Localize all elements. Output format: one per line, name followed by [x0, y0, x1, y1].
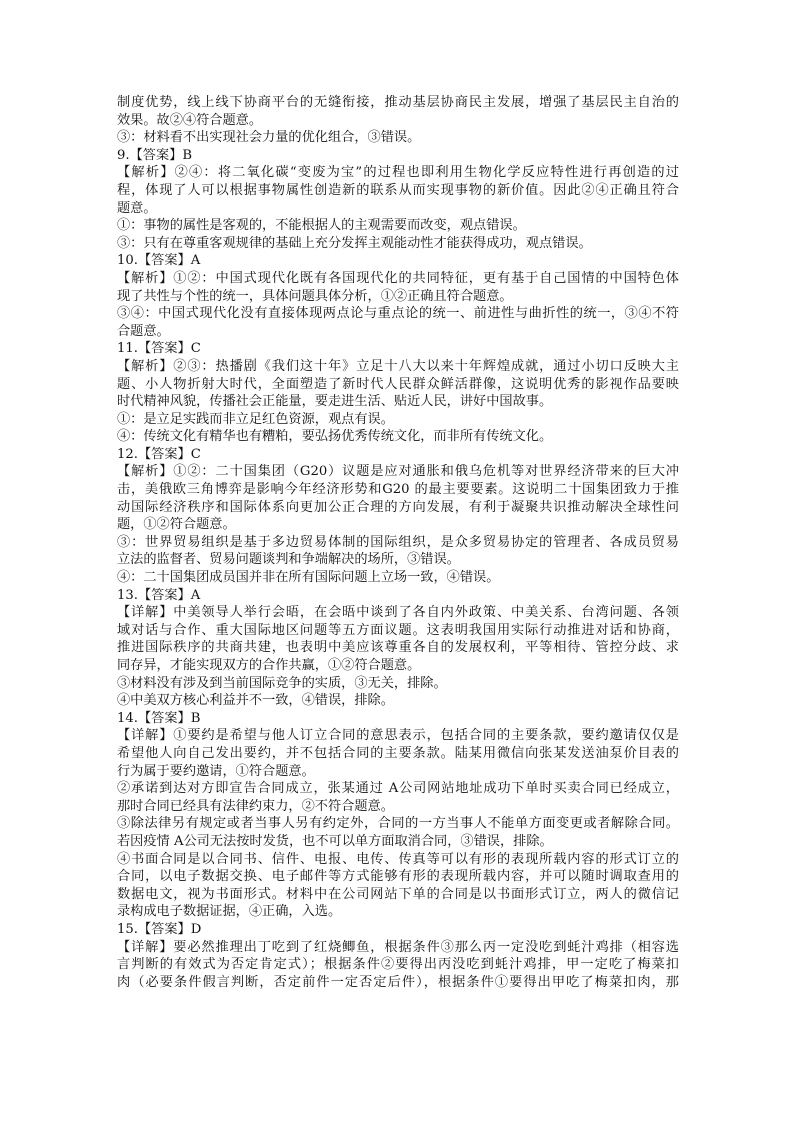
text-line: 时代精神风貌，传播社会正能量，要走进生活、贴近人民，讲好中国故事。 [117, 394, 553, 410]
text-line: 合题意。 [117, 323, 170, 339]
text-line: 立法的监督者、贸易问题谈判和争端解决的场所，③错误。 [117, 552, 460, 568]
text-line: 【详解】要必然推理出丁吃到了红烧鲫鱼，根据条件③那么丙一定没吃到蚝汁鸡排（相容选 [117, 939, 679, 955]
text-line: 13.【答案】A [117, 587, 201, 603]
text-line: 合同，以电子数据交换、电子邮件等方式能够有形的表现所载内容，并可以随时调取查用的 [117, 869, 679, 885]
text-line: 同存异，才能实现双方的合作共赢，①②符合题意。 [117, 658, 421, 673]
text-line: ③：只有在尊重客观规律的基础上充分发挥主观能动性才能获得成功，观点错误。 [117, 235, 592, 251]
text-line: ④中美双方核心利益并不一致，④错误，排除。 [117, 693, 394, 709]
text-line: 制度优势，线上线下协商平台的无缝衔接，推动基层协商民主发展，增强了基层民主自治的 [117, 95, 679, 110]
text-line: 肉（必要条件假言判断，否定前件一定否定后件），根据条件①要得出甲吃了梅菜扣肉，那 [117, 974, 679, 990]
text-line: 数据电文，视为书面形式。材料中在公司网站下单的合同是以书面形式订立，两人的微信记 [117, 886, 679, 902]
text-line: ④：传统文化有精华也有糟粕，要弘扬优秀传统文化，而非所有传统文化。 [117, 429, 553, 445]
text-line: 9.【答案】B [117, 147, 193, 163]
text-line: ④书面合同是以合同书、信件、电报、电传、传真等可以有形的表现所载内容的形式订立的 [117, 851, 679, 867]
text-line: ③除法律另有规定或者当事人另有约定外，合同的一方当事人不能单方面变更或者解除合同。 [117, 816, 679, 832]
text-line: 题、小人物折射大时代，全面塑造了新时代人民群众鲜活群像，这说明优秀的影视作品要映 [117, 376, 679, 392]
text-line: 15.【答案】D [117, 921, 202, 937]
text-line: 【详解】①要约是希望与他人订立合同的意思表示，包括合同的主要条款，要约邀请仅仅是 [117, 728, 679, 744]
text-line: 【解析】①②：二十国集团（G20）议题是应对通胀和俄乌危机等对世界经济带来的巨大冲 [117, 464, 679, 480]
text-line: 14.【答案】B [117, 710, 201, 726]
text-line: 若因疫情 A公司无法按时发货，也不可以单方面取消合同，③错误，排除。 [117, 833, 553, 849]
text-line: ③：材料看不出实现社会力量的优化组合，③错误。 [117, 130, 421, 146]
text-line: 击，美俄欧三角博弈是影响今年经济形势和G20 的最主要要素。这说明二十国集团致力于推 [117, 482, 679, 498]
text-line: ③④：中国式现代化没有直接体现两点论与重点论的统一、前进性与曲折性的统一，③④不符 [117, 306, 679, 322]
text-line: 行为属于要约邀请，①符合题意。 [117, 763, 315, 779]
text-line: 推进国际秩序的共商共建，也表明中美应该尊重各自的发展权利，平等相待、管控分歧、求 [117, 640, 679, 656]
text-line: 言判断的有效式为否定肯定式）；根据条件②要得出丙没吃到蚝汁鸡排，甲一定吃了梅菜扣 [117, 957, 679, 973]
text-line: ①：是立足实践而非立足红色资源，观点有误。 [117, 411, 394, 427]
text-line: ①：事物的属性是客观的，不能根据人的主观需要而改变，观点错误。 [117, 218, 526, 234]
text-line: 动国际经济秩序和国际体系向更加公正合理的方向发展，有利于凝聚共识推动解决全球性问 [117, 499, 679, 515]
text-line: 10.【答案】A [117, 253, 201, 269]
text-line: 【解析】②④：将二氧化碳“变废为宝”的过程也即利用生物化学反应特性进行再创造的过 [117, 165, 679, 181]
text-line: 那时合同已经具有法律约束力，②不符合题意。 [117, 798, 394, 814]
text-line: 希望他人向自己发出要约，并不包括合同的主要条款。陆某用微信向张某发送油泵价目表的 [117, 745, 679, 761]
text-line: 效果。故②④符合题意。 [117, 112, 263, 128]
text-line: ③：世界贸易组织是基于多边贸易体制的国际组织，是众多贸易协定的管理者、各成员贸易 [117, 534, 679, 550]
text-line: 11.【答案】C [117, 341, 201, 357]
text-line: 【详解】中美领导人举行会晤，在会晤中谈到了各自内外政策、中美关系、台湾问题、各领 [117, 605, 679, 621]
text-line: 【解析】②③：热播剧《我们这十年》立足十八大以来十年辉煌成就，通过小切口反映大主 [117, 358, 679, 374]
text-line: ④：二十国集团成员国并非在所有国际问题上立场一致，④错误。 [117, 570, 500, 586]
text-line: 程，体现了人可以根据事物属性创造新的联系从而实现事物的新价值。因此②④正确且符合 [117, 182, 679, 198]
text-line: 现了共性与个性的统一，具体问题具体分析，①②正确且符合题意。 [117, 288, 513, 304]
text-line: 题，①②符合题意。 [117, 517, 236, 533]
text-line: ②承诺到达对方即宣告合同成立，张某通过 A公司网站地址成功下单时买卖合同已经成立， [117, 781, 679, 797]
document-body [117, 94, 679, 991]
text-line: ③材料没有涉及到当前国际竞争的实质，③无关，排除。 [117, 675, 447, 691]
text-line: 题意。 [117, 200, 157, 216]
text-line: 【解析】①②：中国式现代化既有各国现代化的共同特征，更有基于自己国情的中国特色体 [117, 270, 679, 286]
text-line: 域对话与合作、重大国际地区问题等五方面议题。这表明我国用实际行动推进对话和协商， [117, 622, 679, 638]
text-line: 录构成电子数据证据，④正确，入选。 [117, 904, 342, 920]
text-line: 12.【答案】C [117, 446, 201, 462]
